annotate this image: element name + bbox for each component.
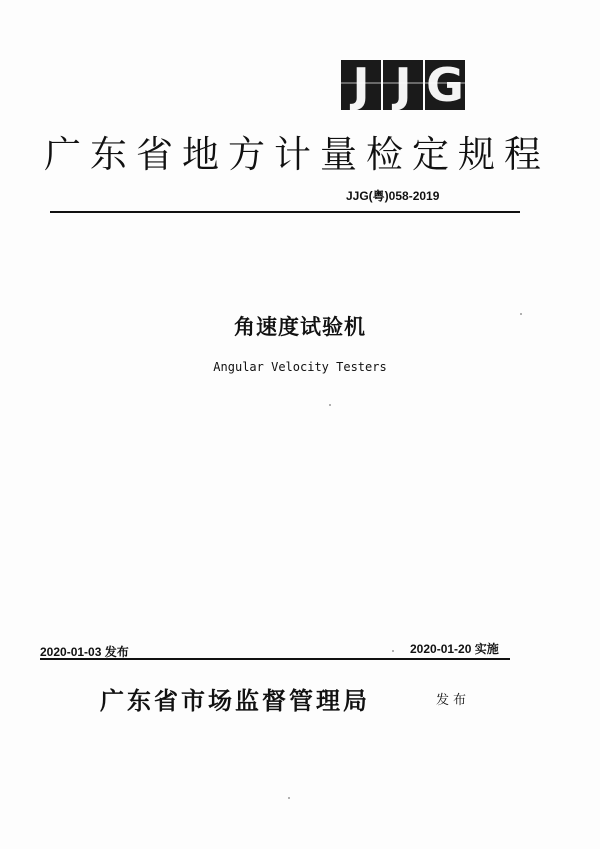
effective-date: 2020-01-20 实施 [410, 642, 499, 656]
regulation-series-title: 广东省地方计量检定规程 [44, 133, 550, 176]
publish-label: 发布 [436, 693, 471, 708]
document-title: 角速度试验机 [234, 315, 366, 339]
document-english-title: Angular Velocity Testers [213, 360, 387, 374]
scan-speck [329, 404, 331, 406]
standard-code: JJG(粤)058-2019 [346, 189, 440, 203]
scan-speck [520, 313, 522, 315]
logo-letter-j2: J [383, 60, 423, 110]
scan-speck [288, 797, 290, 799]
logo-letter-j1: J [341, 60, 381, 110]
footer-divider [40, 658, 510, 660]
jjg-logo [341, 60, 471, 112]
header-divider [50, 211, 520, 213]
publisher-name: 广东省市场监督管理局 [100, 686, 370, 715]
issue-date: 2020-01-03 发布 [40, 645, 129, 659]
scan-speck [392, 650, 394, 652]
logo-letter-g: G [426, 60, 464, 110]
